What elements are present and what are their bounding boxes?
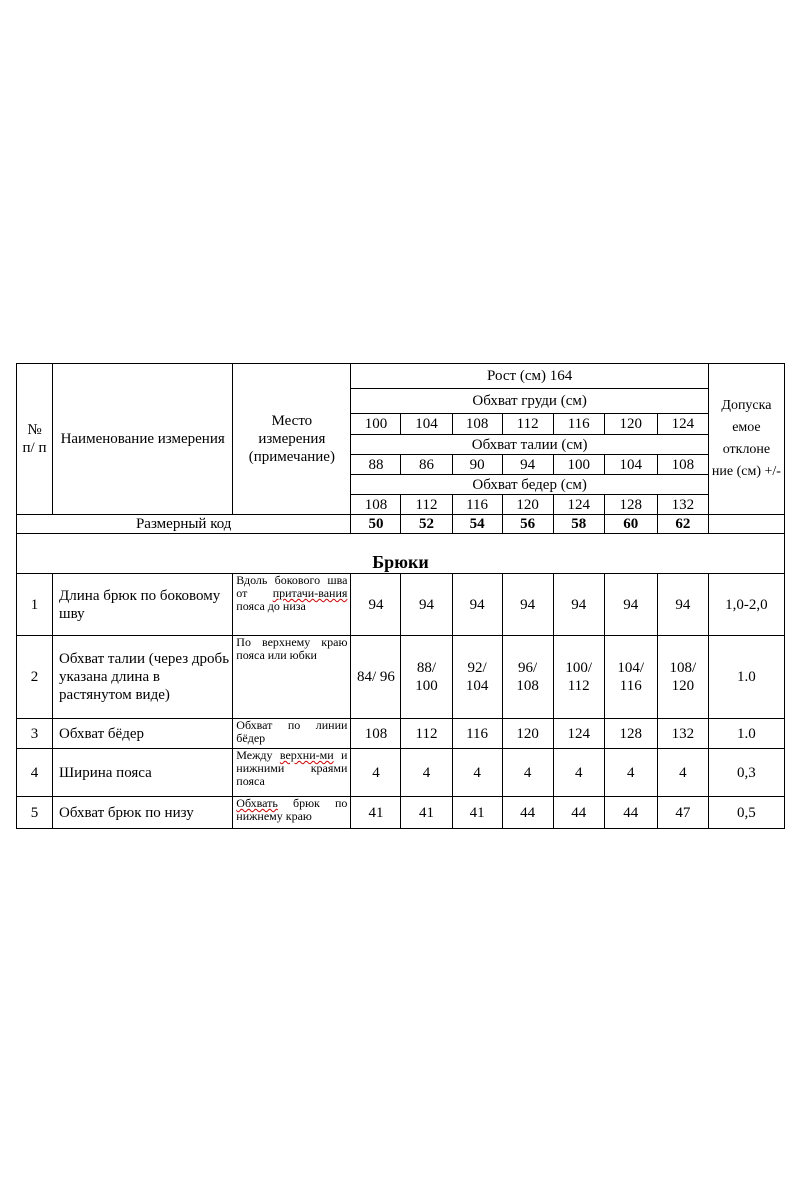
size-code-value: 60 (604, 515, 657, 534)
row-value: 94 (604, 574, 657, 636)
hips-value: 112 (401, 495, 452, 515)
waist-value: 100 (553, 455, 604, 475)
chest-value: 116 (553, 414, 604, 435)
header-number: № п/ п (17, 364, 53, 515)
row-value: 116 (452, 719, 502, 749)
row-number: 5 (17, 797, 53, 829)
hips-value: 108 (351, 495, 401, 515)
table-row (17, 574, 785, 636)
row-place: Обхвать брюк по нижнему краю (233, 797, 351, 829)
row-value: 41 (452, 797, 502, 829)
row-tolerance: 1.0 (708, 636, 784, 719)
row-value: 84/ 96 (351, 636, 401, 719)
row-tolerance: 1.0 (708, 719, 784, 749)
row-value: 112 (401, 719, 452, 749)
chest-value: 104 (401, 414, 452, 435)
waist-value: 86 (401, 455, 452, 475)
row-place: Между верхни-ми и нижними краями пояса (233, 749, 351, 797)
row-value: 108/ 120 (657, 636, 708, 719)
row-place: Вдоль бокового шва от притачи-вания пояса до низа (233, 574, 351, 636)
waist-value: 94 (502, 455, 553, 475)
row-number: 3 (17, 719, 53, 749)
chest-value: 124 (657, 414, 708, 435)
header-chest: Обхват груди (см) (351, 389, 708, 414)
chest-value: 112 (502, 414, 553, 435)
row-number: 4 (17, 749, 53, 797)
hips-value: 128 (604, 495, 657, 515)
section-title: Брюки (17, 534, 785, 574)
header-hips: Обхват бедер (см) (351, 475, 708, 495)
table-row (17, 797, 785, 829)
row-value: 44 (604, 797, 657, 829)
size-code-value: 50 (351, 515, 401, 534)
row-number: 2 (17, 636, 53, 719)
row-value: 132 (657, 719, 708, 749)
row-place: Обхват по линии бёдер (233, 719, 351, 749)
size-code-value: 58 (553, 515, 604, 534)
row-value: 94 (553, 574, 604, 636)
table-row (17, 719, 785, 749)
row-value: 88/ 100 (401, 636, 452, 719)
hips-value: 124 (553, 495, 604, 515)
table-row (17, 636, 785, 719)
size-chart-table (16, 363, 785, 829)
row-tolerance: 0,3 (708, 749, 784, 797)
row-tolerance: 1,0-2,0 (708, 574, 784, 636)
row-value: 44 (502, 797, 553, 829)
row-value: 41 (351, 797, 401, 829)
header-measurement-place: Место измерения (примечание) (233, 364, 351, 515)
row-number: 1 (17, 574, 53, 636)
waist-value: 104 (604, 455, 657, 475)
row-name: Обхват талии (через дробь указана длина в растянутом виде) (53, 636, 233, 719)
row-value: 41 (401, 797, 452, 829)
row-value: 94 (452, 574, 502, 636)
hips-value: 132 (657, 495, 708, 515)
waist-value: 90 (452, 455, 502, 475)
row-value: 120 (502, 719, 553, 749)
table-row (17, 749, 785, 797)
row-name: Обхват бёдер (53, 719, 233, 749)
row-value: 4 (657, 749, 708, 797)
row-value: 4 (351, 749, 401, 797)
row-value: 94 (401, 574, 452, 636)
row-value: 4 (452, 749, 502, 797)
header-measurement-name: Наименование измерения (53, 364, 233, 515)
waist-value: 108 (657, 455, 708, 475)
row-value: 108 (351, 719, 401, 749)
row-place: По верхнему краю пояса или юбки (233, 636, 351, 719)
row-tolerance: 0,5 (708, 797, 784, 829)
row-value: 128 (604, 719, 657, 749)
header-height: Рост (см) 164 (351, 364, 708, 389)
hips-value: 120 (502, 495, 553, 515)
header-waist: Обхват талии (см) (351, 435, 708, 455)
row-value: 47 (657, 797, 708, 829)
size-code-value: 56 (502, 515, 553, 534)
row-value: 94 (351, 574, 401, 636)
waist-value: 88 (351, 455, 401, 475)
row-value: 94 (657, 574, 708, 636)
header-tolerance: Допуска емое отклоне ние (см) +/- (708, 364, 784, 515)
hips-value: 116 (452, 495, 502, 515)
row-value: 100/ 112 (553, 636, 604, 719)
size-code-label: Размерный код (17, 515, 351, 534)
row-value: 124 (553, 719, 604, 749)
row-value: 4 (604, 749, 657, 797)
chest-value: 100 (351, 414, 401, 435)
row-value: 4 (553, 749, 604, 797)
chest-value: 108 (452, 414, 502, 435)
row-name: Длина брюк по боковому шву (53, 574, 233, 636)
row-value: 92/ 104 (452, 636, 502, 719)
size-code-value: 62 (657, 515, 708, 534)
row-value: 4 (502, 749, 553, 797)
row-value: 44 (553, 797, 604, 829)
row-name: Ширина пояса (53, 749, 233, 797)
row-value: 4 (401, 749, 452, 797)
chest-value: 120 (604, 414, 657, 435)
row-value: 104/ 116 (604, 636, 657, 719)
row-name: Обхват брюк по низу (53, 797, 233, 829)
size-code-value: 52 (401, 515, 452, 534)
row-value: 94 (502, 574, 553, 636)
row-value: 96/ 108 (502, 636, 553, 719)
size-code-value: 54 (452, 515, 502, 534)
